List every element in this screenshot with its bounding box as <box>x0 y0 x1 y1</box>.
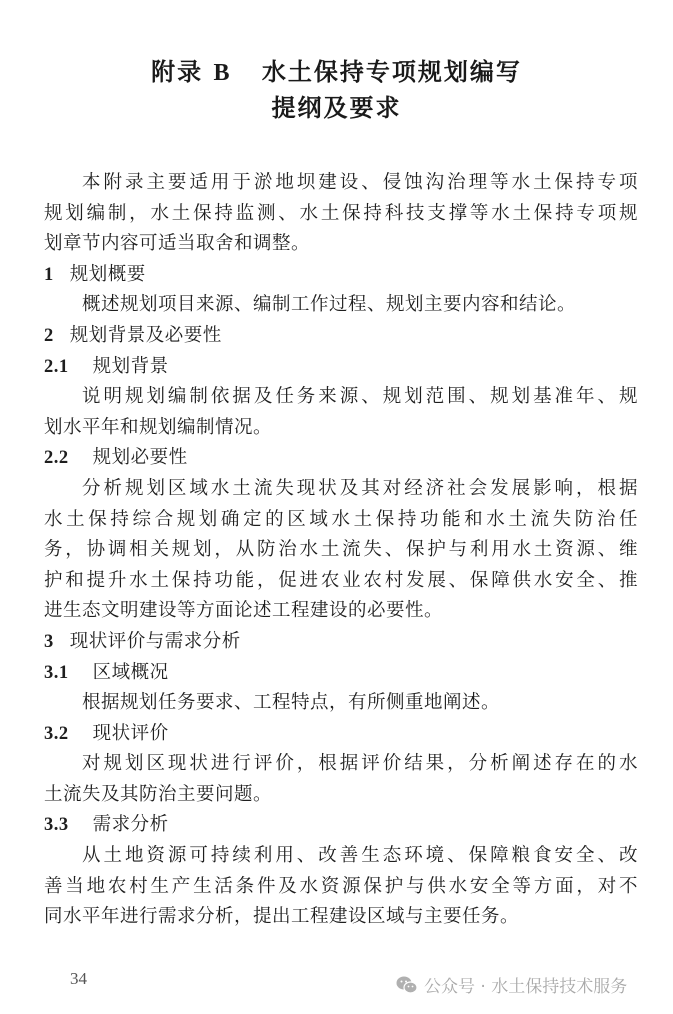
paragraph-line: 对规划区现状进行评价，根据评价结果，分析阐述存在的水 <box>82 753 638 775</box>
paragraph-line: 说明规划编制依据及任务来源、规划范围、规划基准年、规 <box>82 386 638 408</box>
page-number: 34 <box>70 969 87 988</box>
section-heading <box>44 260 638 291</box>
paragraph-line: 土流失及其防治主要问题。 <box>44 783 273 805</box>
paragraph-line: 根据规划任务要求、工程特点，有所侧重地阐述。 <box>82 692 501 714</box>
section-number: 3 <box>44 631 54 652</box>
section-heading <box>44 627 638 658</box>
section-heading <box>44 352 638 383</box>
section-heading <box>44 658 638 689</box>
watermark-text: 公众号 · 水土保持技术服务 <box>424 977 628 997</box>
section-heading <box>44 719 638 750</box>
section-number: 2.1 <box>44 356 69 377</box>
paragraph-line: 善当地农村生产生活条件及水资源保护与供水安全等方面，对不 <box>44 875 638 897</box>
document-body <box>44 168 638 933</box>
section-title: 现状评价与需求分析 <box>69 630 241 652</box>
page-title-line-1 <box>0 52 673 87</box>
section-number: 2 <box>44 325 54 346</box>
watermark <box>396 972 627 997</box>
paragraph-line: 划水平年和规划编制情况。 <box>44 416 273 438</box>
section-number: 3.1 <box>44 662 69 683</box>
section-number: 1 <box>44 264 54 285</box>
section-heading <box>44 810 638 841</box>
section-title: 规划背景及必要性 <box>69 324 222 346</box>
paragraph-line: 规划编制，水土保持监测、水土保持科技支撑等水土保持专项规 <box>44 202 638 224</box>
paragraph-line: 护和提升水土保持功能，促进农业农村发展、保障供水安全、推 <box>44 569 638 591</box>
wechat-icon <box>396 975 418 995</box>
page-title-line-2: 提纲及要求 <box>271 94 402 122</box>
section-title: 区域概况 <box>92 661 169 683</box>
section-title: 现状评价 <box>92 722 169 744</box>
paragraph-line: 概述规划项目来源、编制工作过程、规划主要内容和结论。 <box>82 294 577 316</box>
paragraph-line: 进生态文明建设等方面论述工程建设的必要性。 <box>44 600 444 622</box>
section-heading <box>44 321 638 352</box>
paragraph-line: 务，协调相关规划，从防治水土流失、保护与利用水土资源、维 <box>44 539 638 561</box>
paragraph-line: 分析规划区域水土流失现状及其对经济社会发展影响，根据 <box>82 477 638 499</box>
paragraph-line: 同水平年进行需求分析，提出工程建设区域与主要任务。 <box>44 906 520 928</box>
title-text: 水土保持专项规划编写 <box>261 58 522 86</box>
appendix-label: 附录 <box>151 58 204 86</box>
paragraph-line: 本附录主要适用于淤地坝建设、侵蚀沟治理等水土保持专项 <box>82 172 638 193</box>
section-number: 2.2 <box>44 448 69 469</box>
appendix-letter: B <box>213 60 232 86</box>
section-title: 规划背景 <box>92 355 169 377</box>
section-title: 规划必要性 <box>92 447 188 469</box>
section-heading <box>44 443 638 474</box>
paragraph-line: 水土保持综合规划确定的区域水土保持功能和水土流失防治任 <box>44 508 638 530</box>
section-title: 需求分析 <box>92 814 169 836</box>
section-title: 规划概要 <box>69 263 146 285</box>
section-number: 3.3 <box>44 815 69 836</box>
section-number: 3.2 <box>44 723 69 744</box>
paragraph-line: 划章节内容可适当取舍和调整。 <box>44 233 311 255</box>
paragraph-line: 从土地资源可持续利用、改善生态环境、保障粮食安全、改 <box>82 845 638 867</box>
